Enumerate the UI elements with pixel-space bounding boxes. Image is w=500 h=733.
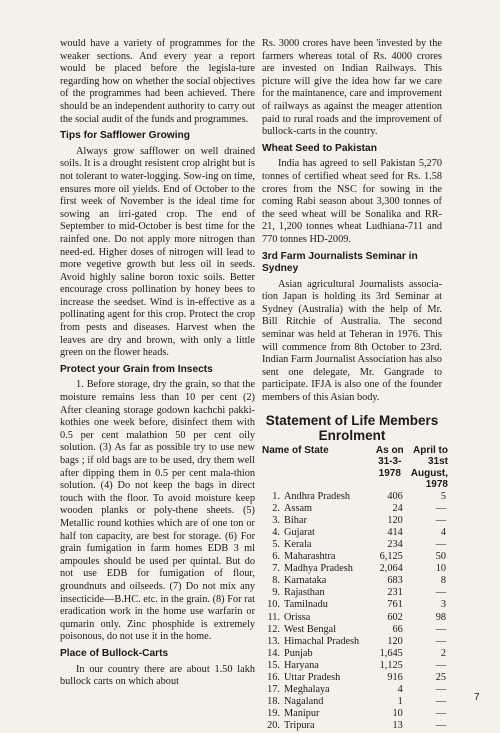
table-row: [262, 515, 448, 527]
bullock-carts-paragraph: In our country there are about 1.50 lakh bullock carts on which about: [60, 663, 255, 688]
row-number: 14.: [267, 647, 280, 659]
april-august-count: 4: [440, 526, 446, 538]
life-members-table: [262, 445, 448, 733]
table-body: [262, 491, 448, 733]
row-number: 13.: [267, 635, 280, 647]
railways-paragraph: Rs. 3000 crores have been 'invested by the farmers whereas total of Rs. 4000 crores are invested on Indian Railways. This picture will give the idea how far we care for the maintanence, care and improvement of railways as against the meager attention paid to rural roads and the improvement of bullock-carts in the country.: [262, 38, 442, 138]
april-august-count: 2: [440, 647, 446, 659]
april-august-count: —: [435, 539, 446, 550]
bullock-carts-heading: Place of Bullock-Carts: [60, 647, 169, 659]
row-number: 18.: [267, 696, 280, 708]
as-on-count: 1,645: [379, 647, 403, 659]
row-number: 2.: [272, 502, 280, 514]
col-header-april-line3: August,: [410, 467, 448, 479]
row-number: 10.: [267, 599, 280, 611]
row-number: 8.: [272, 575, 280, 587]
as-on-count: 10: [392, 708, 403, 720]
table-row: [262, 527, 448, 539]
april-august-count: 50: [435, 551, 446, 563]
state-name: Manipur: [284, 708, 320, 720]
col-header-april-line4: 1978: [425, 479, 448, 491]
state-name: Meghalaya: [284, 684, 330, 696]
as-on-count: 916: [387, 672, 403, 684]
april-august-count: —: [435, 623, 446, 635]
state-name: Madhya Pradesh: [284, 563, 353, 575]
row-number: 3.: [272, 514, 280, 526]
col-header-as-on-line2: 31-3-1978: [378, 456, 402, 479]
grain-insects-paragraph: 1. Before storage, dry the grain, so that the moisture remains less than 10 per cent (2) After cleaning storage godown kachchi pakki-kothies one week before, disinfect them with 0.5 per cent malathion 50 per cent oily solution. (3) As far as possible try to use new bags ; if old bags are to be used, dry them well after dipping them in 0.5 per cent mala-thion solution. (4) Do not keep the bags in direct touch with the floor. To avoid moisture keep wooden planks or poly-thene sheets. (5) Metallic round kothies which are of one ton or half ton capacity, are best for storage. (6) For grain fumigation in farm homes EDB 3 ml ampoules should be used per quintal. But do not use EDB for fumigation of flour, groundnuts and oilseeds. (7) Do not mix any insecticide—B.HC. etc. in the grain. (8) For rat eradication work in the home use warfarin or qumarin only. Zinc phosphide is extremely poisonous, do not use it in the home.: [60, 379, 255, 643]
seminar-heading: 3rd Farm Journalists Seminar in Sydney: [262, 250, 418, 275]
table-row: [262, 672, 448, 684]
col-header-april-line1: April to: [413, 444, 448, 456]
row-number: 11.: [267, 611, 280, 623]
row-number: 12.: [267, 623, 280, 635]
state-name: Bihar: [284, 514, 307, 526]
table-row: [262, 696, 448, 708]
as-on-count: 761: [387, 599, 403, 611]
table-row: [262, 648, 448, 660]
as-on-count: 24: [392, 502, 403, 514]
right-column: [262, 38, 448, 733]
row-number: 6.: [272, 551, 280, 563]
as-on-count: 6,125: [379, 551, 403, 563]
april-august-count: 8: [440, 575, 446, 587]
state-name: Karnataka: [284, 575, 327, 587]
row-number: 15.: [267, 659, 280, 671]
row-number: 16.: [267, 672, 280, 684]
table-row: [262, 587, 448, 599]
as-on-count: 231: [387, 587, 403, 599]
table-row: [262, 660, 448, 672]
left-column: [60, 38, 255, 690]
table-row: [262, 612, 448, 624]
april-august-count: 25: [435, 672, 446, 684]
table-row: [262, 720, 448, 732]
as-on-count: 66: [392, 623, 403, 635]
seminar-paragraph: Asian agricultural Journalists associa-tion Japan is holding its 3rd Seminar at Sydney (Australia) with the help of Mr. Bill Ritchie of Australia. The second seminar was held at Teheran in 1976. This will commence from 8th October to 23rd. Indian Farm Journalist Association has also sent one delegate, Mr. Gangrade to participate. IFJA is also one of the founder members of this Asian body.: [262, 278, 442, 404]
col-header-april-line2: 31st: [427, 456, 448, 468]
as-on-count: 602: [387, 611, 403, 623]
april-august-count: —: [435, 502, 446, 514]
grain-insects-heading: Protect your Grain from Insects: [60, 363, 213, 375]
table-row: [262, 684, 448, 696]
table-row: [262, 539, 448, 551]
state-name: Kerala: [284, 539, 312, 550]
table-subtitle: Enrolment: [318, 427, 386, 443]
april-august-count: —: [435, 708, 446, 720]
as-on-count: 2,064: [379, 563, 403, 575]
table-row: [262, 491, 448, 503]
col-header-state-label: Name of State: [262, 444, 329, 456]
april-august-count: —: [435, 514, 446, 526]
row-number: 7.: [272, 563, 280, 575]
row-number: 4.: [272, 526, 280, 538]
table-row: [262, 636, 448, 648]
col-header-state: [262, 445, 369, 491]
april-august-count: —: [435, 684, 446, 696]
as-on-count: 1: [397, 696, 403, 708]
april-august-count: —: [435, 659, 446, 671]
state-name: Haryana: [284, 659, 319, 671]
col-header-as-on-line1: As on: [375, 444, 404, 456]
as-on-count: 1,125: [379, 659, 403, 671]
april-august-count: 98: [435, 611, 446, 623]
col-header-april: [411, 445, 448, 491]
table-row: [262, 563, 448, 575]
april-august-count: 10: [435, 563, 446, 575]
april-august-count: —: [435, 635, 446, 647]
state-name: Tripura: [284, 720, 315, 732]
table-row: [262, 599, 448, 611]
row-number: 20.: [267, 720, 280, 732]
row-number: 17.: [267, 684, 280, 696]
as-on-count: 4: [397, 684, 403, 696]
as-on-count: 234: [387, 539, 403, 550]
state-name: Himachal Pradesh: [284, 635, 360, 647]
as-on-count: 120: [387, 514, 403, 526]
state-name: Rajasthan: [284, 587, 325, 599]
as-on-count: 120: [387, 635, 403, 647]
state-name: Andhra Pradesh: [284, 490, 351, 502]
as-on-count: 683: [387, 575, 403, 587]
page-number: 7: [474, 692, 480, 703]
table-title: Statement of Life Members: [265, 412, 439, 428]
state-name: Orissa: [284, 611, 311, 623]
row-number: 19.: [267, 708, 280, 720]
april-august-count: —: [435, 720, 446, 732]
april-august-count: —: [435, 587, 446, 599]
table-row: [262, 708, 448, 720]
wheat-seed-paragraph: India has agreed to sell Pakistan 5,270 tonnes of certified wheat seed for Rs. 1.58 crores from the NSC for sowing in the coming Rabi season about 3,300 tonnes of the seed wheat will be Sonalika and RR-21, 1,200 tonnes wheat Ludhiana-711 and 770 tonnes HD-2009.: [262, 158, 442, 245]
wheat-seed-heading: Wheat Seed to Pakistan: [262, 142, 377, 154]
as-on-count: 406: [387, 490, 403, 502]
april-august-count: 5: [440, 490, 446, 502]
state-name: Tamilnadu: [284, 599, 328, 611]
state-name: West Bengal: [284, 623, 337, 635]
table-row: [262, 551, 448, 563]
state-name: Gujarat: [284, 526, 315, 538]
safflower-heading: Tips for Safflower Growing: [60, 130, 190, 142]
row-number: 9.: [272, 587, 280, 599]
state-name: Nagaland: [284, 696, 324, 708]
state-name: Maharashtra: [284, 551, 336, 563]
state-name: Assam: [284, 502, 313, 514]
row-number: 1.: [272, 490, 280, 502]
table-row: [262, 575, 448, 587]
table-row: [262, 503, 448, 515]
state-name: Punjab: [284, 647, 313, 659]
safflower-paragraph: Always grow safflower on well drained soils. It is a drought resistent crop alright but is not tolerant to water-logging. Sow-ing on time, ensures more oil yields. End of October to the first week of November is the ideal time for sowing an irri-gated crop. The end of September to mid-October is best time for the rainfed one. Do not apply more nitrogen than need-ed. Higher doses of nitrogen will lead to more vegetive growth but less oil in seeds. Avoid highly saline boron toxic soils. Better encourage cross pollination by honey bees to increase the seedset. Wind is in-effective as a pollinating agent for this crop. Protect the crop from pests and diseases. Harvest when the leaves are dry and brown, with only a little green on the flower heads.: [60, 145, 255, 359]
as-on-count: 13: [392, 720, 403, 732]
col-header-as-on: [369, 445, 411, 491]
april-august-count: 3: [440, 599, 446, 611]
social-audit-paragraph: would have a variety of programmes for the weaker sections. And every year a report would be placed before the legisla-ture regarding how on whether the social objectives of the programmes had been achieved. There should be an independent authority to carry out the social audit of the funds and programmes.: [60, 38, 255, 125]
row-number: 5.: [272, 539, 280, 550]
table-row: [262, 624, 448, 636]
as-on-count: 414: [387, 526, 403, 538]
april-august-count: —: [435, 696, 446, 708]
state-name: Uttar Pradesh: [284, 672, 341, 684]
